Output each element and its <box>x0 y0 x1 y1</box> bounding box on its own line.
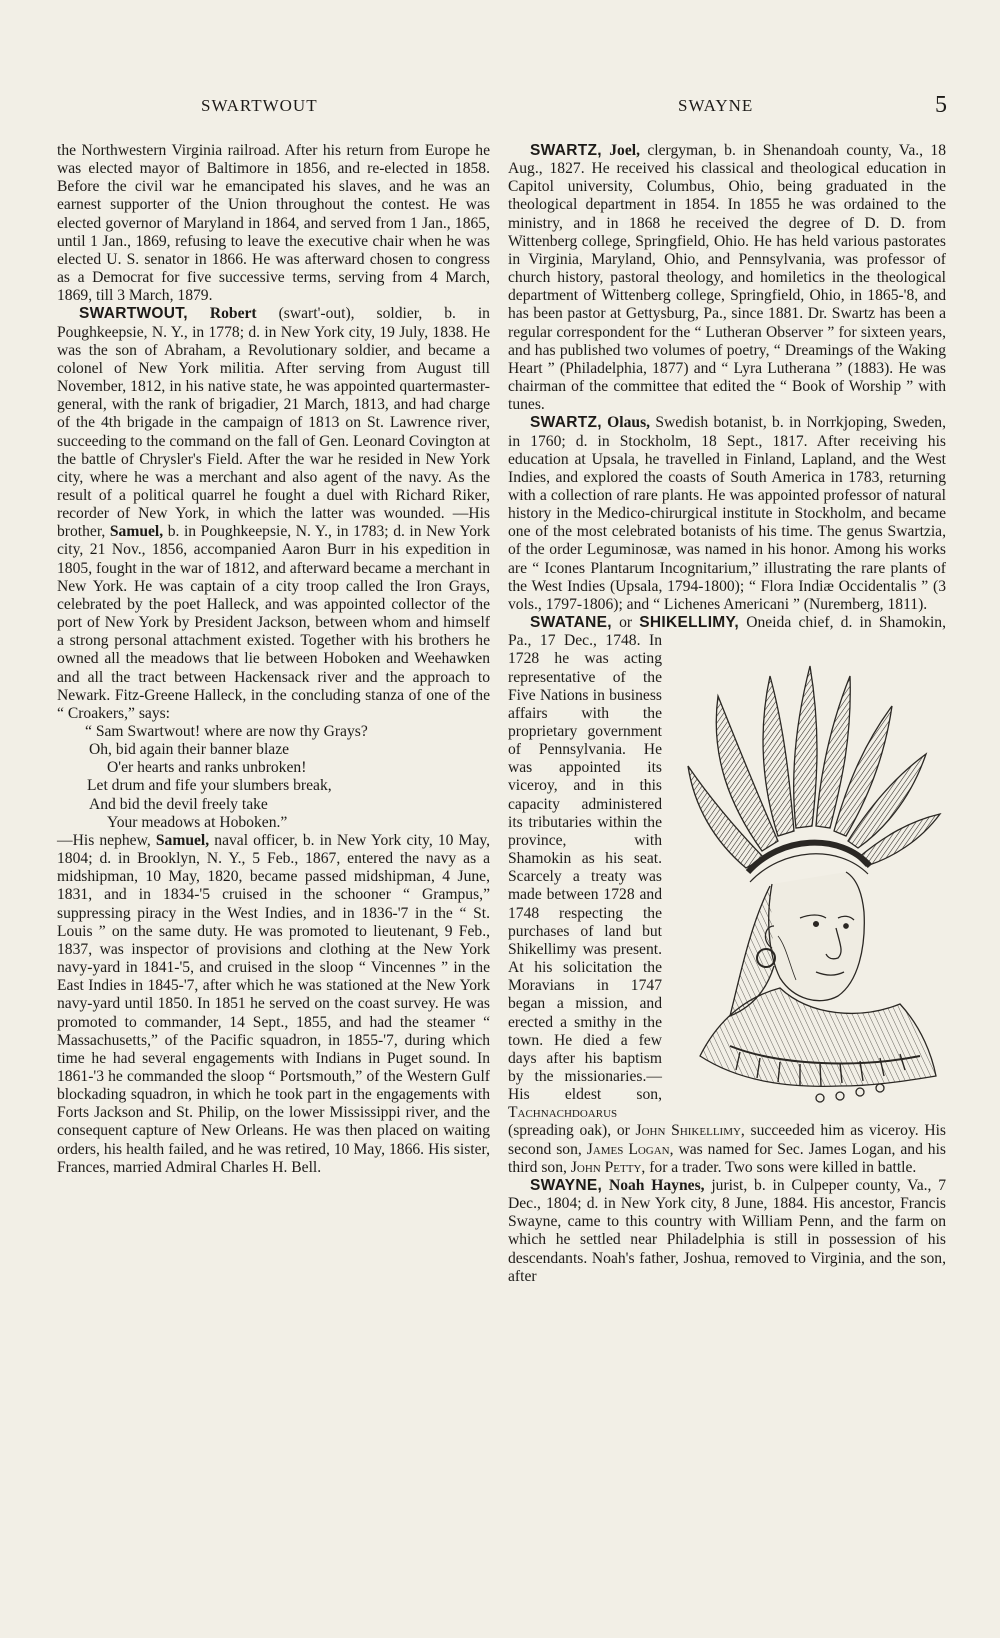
right-column <box>508 142 946 1286</box>
entry-text: for a trader. Two sons were killed in battle. <box>649 1158 917 1176</box>
headword-given-name: Joel, <box>609 142 640 159</box>
entry-text: —His nephew, <box>57 831 151 849</box>
entry-text: naval officer, b. in New York city, 10 May, 1804; d. in Brooklyn, N. Y., 5 Feb., 1867, entered the navy as a midshipman, 10 May, 1820, became passed midshipman, 4 June, 1831, and in 1834-'5 cruised in the schooner “ Grampus,” suppressing piracy in the West Indies, and in 1836-'7 in the “ St. Louis ” on the same duty. He was promoted to lieutenant, 9 Feb., 1837, was inspector of provisions and clothing at the New York navy-yard in 1841-'5, and cruised in the sloop “ Vincennes ” in the East Indies in 1845-'7, after which he was stationed at the New York navy-yard until 1850. In 1851 he served on the coast survey. He was promoted to commander, 14 Sept., 1855, and had the steamer “ Massachusetts,” of the Pacific squadron, in 1855-'7, during which time he had several engagements with Indians in Puget sound. In 1861-'3 he commanded the sloop “ Portsmouth,” of the Western Gulf blockading squadron, in which he took part in the engagements with Forts Jackson and St. Philip, on the lower Mississippi river, and the consequent capture of New Orleans. He was then placed on waiting orders, his health failed, and he was retired, 10 May, 1866. His sister, Frances, married Admiral Charles H. Bell. <box>57 831 490 1176</box>
entry-text: jurist, b. in Culpeper county, Va., 7 Dec., 1804; d. in New York city, 8 June, 1884. His ancestor, Francis Swayne, came to this country with William Penn, and the farm on which he settled near Philadelphia is still in possession of his descendants. Noah's father, Joshua, removed to Virginia, and the son, after <box>508 1176 946 1285</box>
headword: SWAYNE, <box>530 1176 603 1194</box>
poem-line: Let drum and fife your slumbers break, <box>87 777 332 795</box>
poem-line: “ Sam Swartwout! where are now thy Grays? <box>85 723 368 740</box>
entry-swartz-joel <box>508 142 946 414</box>
entry-text: succeeded him as viceroy. His second son, <box>508 1122 946 1158</box>
entry-swartz-olaus <box>508 414 946 614</box>
poem-quote <box>57 723 490 832</box>
header-left-word: SWARTWOUT <box>201 96 318 115</box>
person-name: James Logan, <box>586 1140 674 1158</box>
sub-headword: Samuel, <box>155 831 210 849</box>
sub-headword: Samuel, <box>109 523 164 541</box>
entry-text: Swedish botanist, b. in Norrkjoping, Sweden, in 1760; d. in Stockholm, 18 Sept., 1817. After receiving his education at Upsala, he travelled in Finland, Lapland, and the West Indies, and explored the coasts of South America in 1783, returning with a collection of rare plants. He was appointed professor of natural history in the Medico-chirurgical institute in Stockholm, and became one of the most celebrated botanists of his time. The genus Swartzia, of the order Leguminosæ, was named in his honor. Among his works are “ Icones Plantarum Incognitarium,” illustrating the rare plants of the West Indies (Upsala, 1794-1800); “ Flora Indiæ Occidentalis ” (3 vols., 1797-1806); and “ Lichenes Americani ” (Nuremberg, 1811). <box>508 414 946 613</box>
poem-line: And bid the devil freely take <box>89 795 268 813</box>
headword: SWARTZ, <box>530 142 602 159</box>
entry-swayne-noah <box>508 1177 946 1286</box>
poem-line: Your meadows at Hoboken.” <box>107 813 288 831</box>
entry-text: (swart'-out), soldier, b. in Poughkeepsie, N. Y., in 1778; d. in New York city, 19 July, 1838. He was the son of Abraham, a Revolutionary soldier, and became a colonel of New York militia. After serving from August till November, 1812, in his native state, he was appointed quartermaster-general, with the rank of brigadier, 21 March, 1813, and had charge of the 4th brigade in the campaign of 1813 on St. Lawrence river, succeeding to the command on the fall of Gen. Leonard Covington at the battle of Chrysler's Field. After the war he resided in New York city, where he was a merchant and also agent of the navy. As the result of a political quarrel he fought a duel with Richard Riker, recorder of New York, in which the latter was wounded. —His brother, <box>57 305 490 541</box>
entry-swatane <box>508 614 946 1177</box>
entry-text: Oneida chief, d. in Shamokin, Pa., 17 Dec., 1748. In 1728 he was acting representative of the Five Nations in business affairs with the proprietary government of Pennsylvania. He was appointed its viceroy, and in this capacity administered its tributaries within the province, with Shamokin as his seat. Scarcely a treaty was made between 1728 and 1748 respecting the purchases of land but Shikellimy was present. At his solicitation the Moravians in 1747 began a mission, and erected a smithy in the town. He died a few days after his baptism by the missionaries.— His eldest son, <box>508 614 947 1104</box>
person-name: John Shikellimy, <box>635 1122 745 1140</box>
entry-swartwout-samuel-nephew <box>57 832 490 1177</box>
entry-swartwout-robert <box>57 305 490 723</box>
entry-text: (spreading oak), or <box>508 1122 630 1140</box>
poem-line: Oh, bid again their banner blaze <box>89 741 290 759</box>
entry-text: b. in Poughkeepsie, N. Y., in 1783; d. in New York city, 21 Nov., 1856, accompanied Aaron Burr in his expedition in 1805, fought in the war of 1812, and afterward became a merchant in New York. He was captain of a city troop called the Iron Grays, celebrated by the poet Halleck, and was appointed collector of the port of New York by President Jackson, between whom and himself a strong personal attachment existed. Together with his brothers he owned all the meadows that lie between Hoboken and Weehawken and all the tract between Hackensack river and the approach to Newark. Fitz-Greene Halleck, in the concluding stanza of one of the “ Croakers,” says: <box>57 523 491 722</box>
left-column <box>57 142 490 1177</box>
headword-given-name: Robert <box>209 305 257 323</box>
headword: SWARTZ, <box>530 414 602 432</box>
continued-paragraph: the Northwestern Virginia railroad. After his return from Europe he was elected mayor of Baltimore in 1856, and re-elected in 1858. Before the civil war he emancipated his slaves, and he was an earnest supporter of the Union throughout the contest. He was elected governor of Maryland in 1864, and served from 1 Jan., 1865, until 1 Jan., 1869, refusing to leave the executive chair when he was elected U. S. senator in 1866. He was afterward chosen to congress as a Democrat for five successive terms, serving from 4 March, 1869, till 3 March, 1879. <box>57 142 490 305</box>
person-name: Tachnachdoarus <box>508 1104 618 1122</box>
entry-text: was named for Sec. James Logan, and his third son, <box>508 1140 946 1176</box>
header-right-word: SWAYNE <box>678 96 754 115</box>
poem-line: O'er hearts and ranks unbroken! <box>107 759 307 777</box>
entry-text: clergyman, b. in Shenandoah county, Va., 18 Aug., 1827. He received his classical and theological education in Capitol university, Columbus, Ohio, being graduated in the theological department in 1854. In 1855 he was ordained to the ministry, and in 1868 he received the degree of D. D. from Wittenberg college, Springfield, Ohio. He has held various pastorates in Virginia, Maryland, Ohio, and Pennsylvania, was professor of church history, pastoral theology, and homiletics in the theological department of Wittenberg college, Springfield, Ohio, in 1865-'8, and has been pastor at Gettysburg, Pa., since 1881. Dr. Swartz has been a regular correspondent for the “ Lutheran Observer ” for sixteen years, and has published two volumes of poetry, “ Dreamings of the Waking Heart ” (Philadelphia, 1877) and “ Lyra Lutherana ” (1883). He was chairman of the committee that edited the “ Book of Worship ” with tunes. <box>508 142 947 414</box>
headword-given-name: Noah Haynes, <box>608 1176 705 1194</box>
headword: SWATANE, <box>530 614 612 632</box>
native-chief-portrait-icon <box>670 636 948 1108</box>
headword: SWARTWOUT, <box>79 305 188 323</box>
headword-given-name: Olaus, <box>607 414 651 432</box>
running-header <box>58 94 948 124</box>
headword-alt: SHIKELLIMY, <box>639 614 740 632</box>
headword-connector: or <box>619 614 633 632</box>
page-number: 5 <box>935 92 948 118</box>
person-name: John Petty, <box>570 1158 646 1176</box>
